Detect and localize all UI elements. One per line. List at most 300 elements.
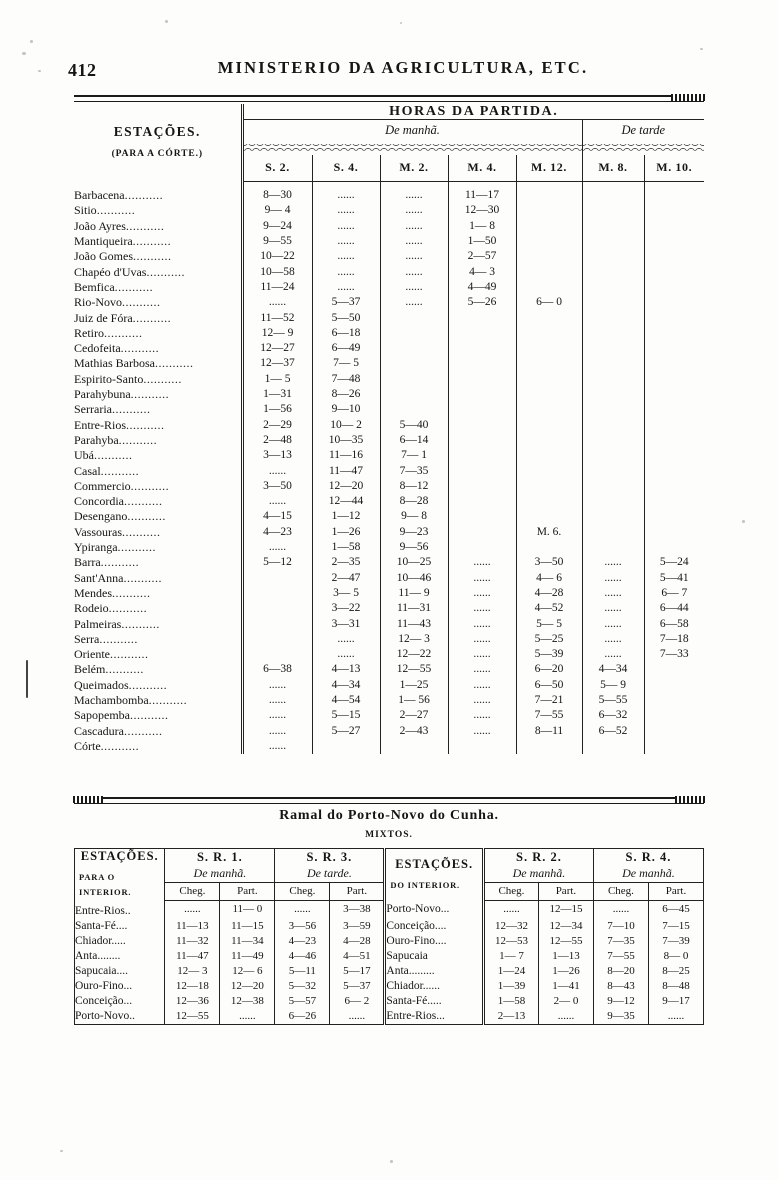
time-cell: 5— 9 [582,678,644,693]
ramal-col-part: Part. [220,882,275,900]
time-cell: 5—39 [516,647,582,662]
station-name: Bemfica........... [74,279,154,294]
time-cell [516,219,582,234]
ramal-col-cheg: Cheg. [275,882,330,900]
time-cell [448,479,516,494]
main-stations-subheader: (PARA A CÓRTE.) [111,148,203,159]
time-cell [448,372,516,387]
ramal-left-stations-subheader: PARA O INTERIOR. [79,872,132,897]
time-cell [516,387,582,402]
rule-top [74,95,704,102]
time-cell: 4—28 [516,586,582,601]
table-row [74,739,704,754]
station-name: Sapucaia [385,949,484,964]
wave-rule-manha [242,140,582,155]
col-header-s2: S. 2. [242,155,312,182]
time-cell [242,632,312,647]
time-cell [516,372,582,387]
time-cell [582,326,644,341]
time-cell: ...... [242,494,312,509]
time-cell: 11—31 [380,601,448,616]
time-cell: 2— 0 [538,994,593,1009]
table-row [75,949,704,964]
table-row [74,540,704,555]
table-row [74,182,704,204]
time-cell [644,739,704,754]
ramal-period-sr2: De manhã. [483,865,593,882]
time-cell: 1—41 [538,979,593,994]
time-cell: ...... [220,1009,275,1025]
time-cell [516,326,582,341]
ramal-col-cheg: Cheg. [593,882,648,900]
time-cell: 6—20 [516,662,582,677]
time-cell: ...... [448,724,516,739]
table-row [74,586,704,601]
time-cell: 1—39 [483,979,538,994]
time-cell [516,249,582,264]
time-cell: 4— 3 [448,265,516,280]
time-cell: 5—12 [242,555,312,570]
time-cell: 8—20 [593,964,648,979]
time-cell: ...... [380,219,448,234]
time-cell [582,402,644,417]
station-name: Casal........... [74,463,140,478]
time-cell [516,311,582,326]
time-cell [448,525,516,540]
time-cell: 12—53 [483,934,538,949]
scan-speck [742,520,745,523]
station-name: Barra........... [74,555,140,570]
time-cell [582,448,644,463]
time-cell: 6—49 [312,341,380,356]
time-cell: 1—25 [380,678,448,693]
page-folio: 412 [68,60,97,80]
time-cell: 12—30 [448,203,516,218]
time-cell: 2—43 [380,724,448,739]
time-cell: 8—48 [648,979,703,994]
col-header-m12: M. 12. [516,155,582,182]
time-cell: ...... [448,571,516,586]
time-cell: 2—48 [242,433,312,448]
station-name: Desengano........... [74,509,166,524]
time-cell: 5—40 [380,418,448,433]
time-cell [644,311,704,326]
time-cell: 6—38 [242,662,312,677]
time-cell: 4—28 [330,934,385,949]
table-row [74,555,704,570]
time-cell: 8—26 [312,387,380,402]
time-cell: ...... [483,900,538,919]
table-row [74,433,704,448]
time-cell: 7—15 [648,919,703,934]
time-cell: 4— 6 [516,571,582,586]
time-cell: 12—15 [538,900,593,919]
time-cell [448,494,516,509]
table-row [74,418,704,433]
time-cell [448,387,516,402]
time-cell: 4—49 [448,280,516,295]
time-cell: 11—15 [220,919,275,934]
time-cell: 9—24 [242,219,312,234]
time-cell [644,219,704,234]
group-de-manha: De manhã. [242,120,582,140]
time-cell [582,372,644,387]
time-cell [380,356,448,371]
time-cell: ...... [242,295,312,310]
time-cell: 3—50 [242,479,312,494]
station-name: Machambomba........... [74,692,188,707]
time-cell [582,479,644,494]
station-name: Ubá........... [74,448,133,463]
station-name: Parahybuna........... [74,387,170,402]
time-cell [582,433,644,448]
ramal-group-sr1: S. R. 1. [165,849,275,866]
table-row [75,919,704,934]
time-cell: 10—58 [242,265,312,280]
time-cell: ...... [448,555,516,570]
time-cell: 2—57 [448,249,516,264]
station-name: João Gomes........... [74,249,172,264]
time-cell [380,402,448,417]
station-name: Entre-Rios........... [74,417,165,432]
time-cell: 4—13 [312,662,380,677]
time-cell: 1—58 [483,994,538,1009]
time-cell [582,509,644,524]
time-cell: 12— 6 [220,964,275,979]
time-cell [380,326,448,341]
ramal-col-cheg: Cheg. [165,882,220,900]
time-cell: 9—17 [648,994,703,1009]
time-cell [582,182,644,204]
time-cell: 5—41 [644,571,704,586]
time-cell: ...... [448,693,516,708]
time-cell: 7—18 [644,632,704,647]
table-row [74,464,704,479]
time-cell: 11—13 [165,919,220,934]
time-cell: 12—18 [165,979,220,994]
time-cell [448,341,516,356]
time-cell: 7—35 [380,464,448,479]
time-cell: ...... [312,265,380,280]
time-cell: ...... [593,900,648,919]
time-cell [582,249,644,264]
time-cell: 8—25 [648,964,703,979]
time-cell [516,433,582,448]
time-cell [644,387,704,402]
time-cell: ...... [242,540,312,555]
time-cell: 10—22 [242,249,312,264]
time-cell [644,464,704,479]
time-cell [448,739,516,754]
time-cell: 8—12 [380,479,448,494]
time-cell: 9—12 [593,994,648,1009]
time-cell [516,341,582,356]
time-cell: M. 6. [516,525,582,540]
time-cell [242,601,312,616]
time-cell: ...... [448,647,516,662]
time-cell: 5—26 [448,295,516,310]
time-cell: ...... [582,632,644,647]
ramal-period-sr3: De tarde. [275,865,385,882]
time-cell [644,448,704,463]
time-cell [644,678,704,693]
time-cell: 10—25 [380,555,448,570]
time-cell: 1—26 [538,964,593,979]
station-name: Conceição.... [385,919,484,934]
station-name: Queimados........... [74,677,168,692]
table-row [74,387,704,402]
time-cell: 1—12 [312,509,380,524]
table-row [74,601,704,616]
table-row [74,571,704,586]
time-cell [380,739,448,754]
time-cell [380,341,448,356]
time-cell [582,387,644,402]
time-cell: ...... [312,234,380,249]
col-header-m8: M. 8. [582,155,644,182]
time-cell: 5—55 [582,693,644,708]
page-title: MINISTERIO DA AGRICULTURA, ETC. [217,58,589,77]
time-cell: 1—56 [242,402,312,417]
time-cell [582,494,644,509]
time-cell: 1— 5 [242,372,312,387]
table-row [74,678,704,693]
scan-speck [30,40,33,43]
ramal-left-stations-header: ESTAÇÕES. PARA O INTERIOR. [75,849,164,900]
time-cell: 6—52 [582,724,644,739]
time-cell: 9— 4 [242,203,312,218]
table-row [75,934,704,949]
time-cell: 6—50 [516,678,582,693]
table-row [74,326,704,341]
time-cell: 11—43 [380,617,448,632]
time-cell: ...... [448,708,516,723]
table-row [74,617,704,632]
table-row [74,647,704,662]
table-row [74,708,704,723]
time-cell [644,525,704,540]
time-cell [582,540,644,555]
main-stations-header-label: ESTAÇÕES. [113,123,201,139]
time-cell: 6—26 [275,1009,330,1025]
time-cell: 12— 3 [165,964,220,979]
table-row [74,402,704,417]
station-name: Chiador..... [75,934,165,949]
wave-rule-tarde [582,140,704,155]
time-cell: 11—24 [242,280,312,295]
station-name: Sitio........... [74,203,136,218]
station-name: Rodeio........... [74,601,148,616]
time-cell: 3— 5 [312,586,380,601]
ramal-group-sr4: S. R. 4. [593,849,703,866]
time-cell [516,739,582,754]
ramal-col-part: Part. [648,882,703,900]
time-cell: 3—59 [330,919,385,934]
table-row [74,662,704,677]
time-cell [644,203,704,218]
time-cell [516,418,582,433]
time-cell: 6—45 [648,900,703,919]
time-cell [644,326,704,341]
time-cell: 9— 8 [380,509,448,524]
time-cell [448,402,516,417]
time-cell [644,280,704,295]
time-cell: ...... [582,571,644,586]
scan-speck [165,20,168,23]
table-row [74,280,704,295]
table-row [74,479,704,494]
station-name: Santa-Fé.... [75,919,165,934]
time-cell: 2—35 [312,555,380,570]
time-cell: 7—33 [644,647,704,662]
time-cell: 3—56 [275,919,330,934]
time-cell: 11—17 [448,182,516,204]
time-cell [644,708,704,723]
col-header-m4: M. 4. [448,155,516,182]
time-cell: 12—22 [380,647,448,662]
time-cell: ...... [448,586,516,601]
col-header-m2: M. 2. [380,155,448,182]
ramal-group-sr3: S. R. 3. [275,849,385,866]
time-cell [516,448,582,463]
time-cell: 8— 0 [648,949,703,964]
time-cell [516,402,582,417]
time-cell: ...... [648,1009,703,1025]
table-row [75,964,704,979]
station-name: Porto-Novo... [385,900,484,919]
time-cell: 3—38 [330,900,385,919]
time-cell: ...... [380,280,448,295]
time-cell: 1—58 [312,540,380,555]
time-cell: 6— 2 [330,994,385,1009]
time-cell: 12—36 [165,994,220,1009]
station-name: Palmeiras........... [74,616,160,631]
time-cell: 11—47 [165,949,220,964]
time-cell: 10—46 [380,571,448,586]
time-cell: 8—30 [242,182,312,204]
time-cell: 4—23 [275,934,330,949]
time-cell: ...... [242,678,312,693]
time-cell: 12—37 [242,356,312,371]
time-cell [242,617,312,632]
rule-bottom [74,797,704,804]
time-cell [516,464,582,479]
time-cell: 4—34 [312,678,380,693]
station-name: Conceição... [75,994,165,1009]
time-cell [582,265,644,280]
time-cell: 3—31 [312,617,380,632]
time-cell [448,418,516,433]
time-cell: 6— 0 [516,295,582,310]
station-name: Sant'Anna........... [74,570,162,585]
horas-da-partida-header: HORAS DA PARTIDA. [242,104,704,120]
time-cell: 5—37 [330,979,385,994]
time-cell: 12—20 [220,979,275,994]
time-cell: 12—20 [312,479,380,494]
time-cell: 11— 9 [380,586,448,601]
time-cell [582,356,644,371]
table-row [74,372,704,387]
time-cell [380,372,448,387]
time-cell: ...... [538,1009,593,1025]
time-cell: ...... [242,739,312,754]
time-cell: ...... [165,900,220,919]
time-cell: ...... [582,647,644,662]
time-cell: 1— 56 [380,693,448,708]
time-cell: ...... [242,464,312,479]
time-cell: ...... [242,693,312,708]
time-cell: 4—52 [516,601,582,616]
time-cell [448,448,516,463]
station-name: Retiro........... [74,325,143,340]
time-cell: 12—55 [165,1009,220,1025]
time-cell [516,182,582,204]
time-cell [516,265,582,280]
time-cell [516,356,582,371]
station-name: Ouro-Fino.... [385,934,484,949]
time-cell: ...... [312,647,380,662]
scan-speck [22,52,26,55]
time-cell [242,647,312,662]
time-cell: ...... [380,249,448,264]
station-name: Mathias Barbosa........... [74,356,194,371]
time-cell: 9—55 [242,234,312,249]
time-cell: 5—57 [275,994,330,1009]
main-timetable [74,104,704,754]
station-name: Espirito-Santo........... [74,371,182,386]
time-cell [644,372,704,387]
station-name: Santa-Fé..... [385,994,484,1009]
station-name: João Ayres........... [74,218,165,233]
time-cell [516,479,582,494]
station-name: Barbacena........... [74,187,164,202]
station-name: Cedofeita........... [74,341,160,356]
station-name: Mendes........... [74,585,151,600]
ramal-period-sr4: De manhã. [593,865,703,882]
table-row [74,525,704,540]
table-row [75,994,704,1009]
table-row [75,979,704,994]
time-cell: 6—32 [582,708,644,723]
time-cell [582,295,644,310]
time-cell: 1—13 [538,949,593,964]
table-row [74,265,704,280]
time-cell: 5—32 [275,979,330,994]
time-cell: 1—26 [312,525,380,540]
time-cell: 10—35 [312,433,380,448]
time-cell: 3—13 [242,448,312,463]
time-cell: 4—54 [312,693,380,708]
time-cell [516,494,582,509]
time-cell: 12— 3 [380,632,448,647]
time-cell [582,739,644,754]
station-name: Parahyba........... [74,432,158,447]
time-cell: 7—10 [593,919,648,934]
time-cell: 4—15 [242,509,312,524]
time-cell [582,311,644,326]
ramal-group-sr2: S. R. 2. [483,849,593,866]
time-cell [644,494,704,509]
time-cell: ...... [312,632,380,647]
time-cell [644,182,704,204]
time-cell: ...... [448,601,516,616]
time-cell: 5—37 [312,295,380,310]
time-cell: 5—24 [644,555,704,570]
table-row [74,693,704,708]
time-cell [448,356,516,371]
station-name: Cascadura........... [74,723,163,738]
time-cell: ...... [448,662,516,677]
